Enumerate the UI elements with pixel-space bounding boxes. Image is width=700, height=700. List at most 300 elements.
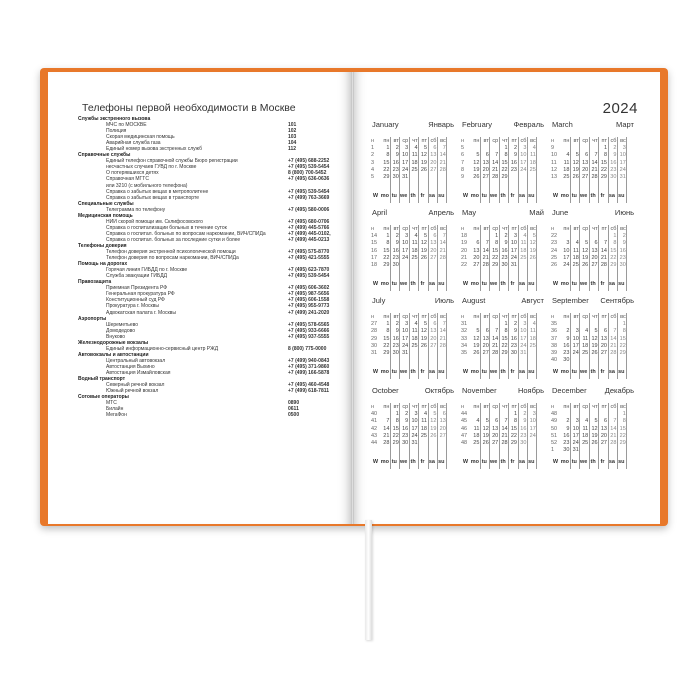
month-name-en: May [462,208,477,217]
weekday-footer: we [400,458,408,465]
weekday-header: пт [511,226,517,232]
calendar-day: 6 [476,240,480,247]
month-name-ru: Январь [428,120,454,129]
calendar-day: 19 [473,342,480,349]
weekday-header: н [371,138,375,144]
month-header [372,120,454,130]
weekday-footer: mo [560,192,570,199]
week-number: 8 [461,166,465,173]
calendar-day: 7 [386,418,390,425]
calendar-day: 21 [600,254,607,261]
week-number: 33 [461,335,468,342]
column-divider [608,225,609,291]
calendar-day: 23 [402,432,409,439]
column-divider [418,137,419,203]
calendar-day: 24 [510,254,517,261]
week-number: 4 [371,166,375,173]
calendar-day: 12 [529,240,536,247]
calendar-day: 16 [610,159,617,166]
calendar-day: 21 [610,432,617,439]
entry-label: Конституционный суд РФ [106,297,165,304]
calendar-day: 27 [430,254,437,261]
entry-phone-number: +7 (495) 371-9860 [288,363,330,370]
column-divider [598,313,599,379]
calendar-day: 18 [582,432,589,439]
calendar-day: 9 [613,152,617,159]
week-number: 30 [371,342,378,349]
week-number: 5 [371,174,375,180]
month-header [372,208,454,218]
entry-label: Шереметьево [106,321,139,328]
calendar-day: 14 [610,335,617,342]
calendar-day: 3 [405,321,409,328]
weekday-footer: su [528,368,535,375]
calendar-day: 16 [520,425,527,432]
entry-label: Полиция [106,128,127,135]
weekday-header: чт [412,314,418,320]
weekday-header: вт [483,404,489,410]
calendar-day: 29 [619,350,626,356]
column-divider [570,313,571,379]
calendar-day: 17 [402,247,409,254]
calendar-day: 14 [482,247,489,254]
week-number: 29 [371,335,378,342]
weekday-footer: we [400,368,408,375]
month-header [462,208,544,218]
calendar-day: 3 [405,145,409,152]
weekday-header: н [371,226,375,232]
week-number: 22 [461,262,468,268]
column-divider [446,313,447,379]
weekday-header: н [551,314,555,320]
calendar-day: 11 [530,328,536,335]
weekday-footer: mo [560,458,570,465]
weekday-header: чт [502,226,508,232]
month-day-grid [462,226,544,294]
entry-label: Аэропорты [78,315,107,322]
calendar-day: 11 [563,159,570,166]
weekday-header: пн [383,404,390,410]
entry-label: Справка о госпитал. больных по вопросам наркомании, ВИЧ/СПИДа [106,230,266,237]
weekday-header: н [461,404,465,410]
entry-phone-number: 101 [288,122,297,129]
entry-phone-number: 103 [288,134,297,141]
calendar-day: 24 [572,440,579,446]
calendar-day: 12 [473,335,480,342]
calendar-day: 14 [610,425,617,432]
column-divider [409,313,410,379]
calendar-day: 7 [504,418,508,425]
column-divider [409,225,410,291]
month-header [372,386,454,396]
calendar-day: 26 [473,350,480,356]
entry-phone-number: 112 [288,146,297,153]
weekday-header: вт [483,314,489,320]
week-number: 46 [461,425,468,432]
weekday-header: вт [573,226,579,232]
week-number: 32 [461,328,468,335]
month-name-ru: Май [529,208,544,217]
calendar-day: 7 [485,240,489,247]
weekday-footer: fr [600,280,605,287]
calendar-day: 7 [442,321,446,328]
calendar-day: 13 [600,335,607,342]
column-divider [428,403,429,469]
calendar-day: 22 [383,166,390,173]
column-divider [437,313,438,379]
weekday-footer: th [410,368,416,375]
week-number: 40 [371,411,378,418]
entry-phone-number: 8 (800) 775-0000 [288,345,327,352]
calendar-day: 15 [392,425,399,432]
calendar-day: 21 [439,247,446,254]
calendar-day: 21 [482,254,489,261]
weekday-header: вс [620,226,626,232]
weekday-header: пт [511,314,517,320]
entry-label: Водный транспорт [78,376,126,383]
calendar-day: 15 [383,247,390,254]
calendar-day: 21 [501,432,508,439]
calendar-day: 15 [510,425,517,432]
calendar-day: 22 [610,254,617,261]
calendar-day: 28 [610,440,617,446]
weekday-header: чт [412,404,418,410]
entry-phone-number: 102 [288,128,297,135]
calendar-day: 7 [495,152,499,159]
weekday-header: вт [573,314,579,320]
column-divider [527,137,528,203]
entry-phone-number: +7 (495) 937-5555 [288,333,330,340]
calendar-day: 9 [395,152,399,159]
calendar-day: 30 [563,357,570,364]
calendar-day: 25 [582,440,589,446]
calendar-day: 5 [532,233,536,240]
weekday-footer: th [410,458,416,465]
calendar-day: 20 [430,335,437,342]
column-divider [428,313,429,379]
calendar-day: 29 [510,440,517,446]
calendar-day: 29 [501,174,508,180]
calendar-day: 4 [423,411,427,418]
bookmark-ribbon [365,520,372,640]
weekday-footer: su [618,458,625,465]
weekday-header: чт [592,138,598,144]
weekday-header: вт [393,226,399,232]
calendar-day: 18 [420,425,427,432]
weekday-footer: tu [571,280,577,287]
calendar-day: 12 [420,152,427,159]
calendar-day: 27 [482,350,489,356]
calendar-day: 9 [395,240,399,247]
column-divider [598,225,599,291]
calendar-day: 1 [513,411,517,418]
calendar-day: 30 [510,350,517,356]
weekday-header: вт [393,138,399,144]
calendar-day: 10 [411,418,418,425]
week-number: 12 [551,166,558,173]
calendar-day: 27 [439,432,446,439]
calendar-day: 23 [510,342,517,349]
calendar-day: 6 [495,418,499,425]
column-divider [489,403,490,469]
weekday-header: вс [530,226,536,232]
weekday-footer: tu [391,368,397,375]
calendar-day: 14 [439,328,446,335]
calendar-day: 20 [439,425,446,432]
calendar-day: 14 [600,247,607,254]
entry-phone-number: +7 (495) 421-5555 [288,255,330,262]
column-divider [536,137,537,203]
week-number: 43 [371,432,378,439]
weekday-header: ср [582,404,589,410]
column-divider [418,313,419,379]
calendar-day: 19 [482,432,489,439]
week-number: 48 [461,440,468,446]
calendar-day: 19 [420,247,427,254]
entry-phone-number: +7 (495) 955-9773 [288,303,330,310]
weekday-footer: th [500,368,506,375]
column-divider [536,403,537,469]
weekday-footer: we [490,458,498,465]
calendar-day: 16 [392,335,399,342]
calendar-day: 1 [386,145,390,152]
calendar-day: 23 [392,254,399,261]
month-name-en: September [552,296,589,305]
week-number: 51 [551,432,558,439]
weekday-footer: fr [420,192,425,199]
weekday-header: сб [610,138,617,144]
calendar-day: 28 [492,350,499,356]
weekday-header: чт [502,404,508,410]
calendar-day: 13 [430,152,437,159]
calendar-day: 20 [430,159,437,166]
weekday-header: вс [620,314,626,320]
calendar-day: 2 [405,411,409,418]
calendar-day: 29 [383,174,390,180]
column-divider [399,137,400,203]
weekday-footer: mo [380,368,390,375]
weekday-header: вт [483,226,489,232]
calendar-day: 31 [402,174,409,180]
calendar-month [462,296,544,384]
calendar-day: 2 [613,145,617,152]
calendar-day: 19 [591,432,598,439]
entry-label: Автостанция Измайловская [106,369,171,376]
entry-label: Помощь на дорогах [78,261,128,268]
weekday-footer: su [618,368,625,375]
entry-label: несчастных случаев ГУВД по г. Москве [106,164,197,171]
column-divider [390,313,391,379]
calendar-day: 24 [520,342,527,349]
weekday-footer: sa [428,458,435,465]
calendar-day: 11 [582,335,589,342]
calendar-day: 3 [405,233,409,240]
calendar-day: 10 [520,328,527,335]
weekday-header: пн [473,404,480,410]
weekday-footer: th [500,192,506,199]
calendar-day: 30 [520,440,527,446]
calendar-day: 9 [513,152,517,159]
calendar-day: 19 [420,335,427,342]
weekday-footer: W [372,368,379,375]
month-header [552,296,634,306]
entry-phone-number: +7 (499) 940-0843 [288,357,330,364]
month-header [552,208,634,218]
calendar-day: 11 [530,152,536,159]
entry-phone-number: +7 (499) 241-2020 [288,309,330,316]
calendar-day: 6 [485,328,489,335]
week-number: 1 [551,447,555,454]
calendar-day: 9 [513,328,517,335]
directory-entry [78,412,340,418]
weekday-header: ср [582,138,589,144]
calendar-day: 1 [504,145,508,152]
column-divider [390,403,391,469]
calendar-day: 15 [383,335,390,342]
weekday-footer: mo [380,458,390,465]
weekday-footer: fr [510,458,515,465]
calendar-day: 14 [383,425,390,432]
weekday-header: вт [483,138,489,144]
calendar-day: 1 [504,321,508,328]
calendar-day: 10 [563,247,570,254]
weekday-footer: tu [391,192,397,199]
calendar-day: 4 [476,418,480,425]
calendar-day: 28 [439,166,446,173]
calendar-day: 26 [572,174,579,180]
calendar-day: 21 [439,159,446,166]
calendar-day: 30 [392,174,399,180]
weekday-footer: we [490,192,498,199]
calendar-day: 15 [619,425,626,432]
calendar-day: 22 [383,254,390,261]
column-divider [437,403,438,469]
weekday-footer: we [580,192,588,199]
month-name-en: June [552,208,569,217]
calendar-day: 12 [582,247,589,254]
calendar-day: 7 [594,152,598,159]
weekday-footer: tu [481,458,487,465]
entry-phone-number: +7 (495) 460-4548 [288,382,330,389]
weekday-header: сб [610,404,617,410]
calendar-month [462,208,544,296]
weekday-footer: W [552,458,559,465]
calendar-day: 20 [582,166,589,173]
weekday-footer: we [490,280,498,287]
calendar-day: 10 [520,152,527,159]
calendar-day: 10 [572,335,579,342]
week-number: 28 [371,328,378,335]
weekday-header: пн [563,226,570,232]
calendar-day: 29 [600,174,607,180]
week-number: 38 [551,342,558,349]
calendar-day: 5 [485,418,489,425]
weekday-footer: we [490,368,498,375]
weekday-footer: sa [518,192,525,199]
weekday-footer: fr [510,280,515,287]
weekday-header: сб [520,404,527,410]
month-name-ru: Август [521,296,544,305]
calendar-day: 16 [619,247,626,254]
month-day-grid [552,404,634,472]
weekday-header: н [371,314,375,320]
weekday-footer: W [552,192,559,199]
month-day-grid [552,314,634,382]
weekday-footer: th [590,368,596,375]
calendar-day: 5 [423,233,427,240]
weekday-footer: W [372,280,379,287]
week-number: 42 [371,425,378,432]
week-number: 5 [461,145,465,152]
weekday-footer: th [500,280,506,287]
calendar-day: 25 [582,350,589,356]
month-day-grid [372,404,454,472]
entry-label: Сотовые операторы [78,394,129,401]
weekday-footer: sa [518,280,525,287]
calendar-day: 3 [513,233,517,240]
calendar-day: 5 [433,411,437,418]
weekday-header: пт [421,226,427,232]
column-divider [536,313,537,379]
week-number: 1 [371,145,375,152]
weekday-footer: W [552,280,559,287]
calendar-day: 28 [439,254,446,261]
calendar-day: 18 [529,159,536,166]
weekday-header: вс [440,404,446,410]
calendar-day: 8 [622,418,626,425]
calendar-day: 27 [492,440,499,446]
calendar-day: 27 [600,350,607,356]
calendar-day: 24 [402,254,409,261]
weekday-footer: tu [571,458,577,465]
weekday-header: сб [430,226,437,232]
weekday-header: чт [592,226,598,232]
calendar-day: 16 [402,425,409,432]
week-number: 9 [551,145,555,152]
column-divider [480,403,481,469]
column-divider [418,403,419,469]
weekday-header: н [461,226,465,232]
entry-phone-number: +7 (499) 445-0213 [288,236,330,243]
entry-phone-number: +7 (495) 539-5454 [288,273,330,280]
calendar-day: 21 [591,166,598,173]
entry-phone-number: 0500 [288,412,300,419]
calendar-day: 8 [622,328,626,335]
left-page [48,72,351,524]
calendar-day: 20 [591,254,598,261]
entry-phone-number: +7 (495) 575-8770 [288,249,330,256]
calendar-day: 7 [442,233,446,240]
entry-label: Единый телефон справочной службы Бюро регистрации [106,158,238,165]
column-divider [418,225,419,291]
calendar-day: 18 [572,254,579,261]
column-divider [399,225,400,291]
column-divider [499,313,500,379]
calendar-month [552,208,634,296]
column-divider [518,225,519,291]
weekday-footer: mo [560,368,570,375]
calendar-day: 5 [594,328,598,335]
calendar-day: 11 [473,425,480,432]
calendar-day: 24 [529,432,536,439]
weekday-header: пн [473,138,480,144]
entry-label: Телефон доверия экстренной психологической помощи [106,249,236,256]
calendar-day: 27 [600,440,607,446]
calendar-day: 16 [510,159,517,166]
calendar-day: 13 [591,247,598,254]
column-divider [579,403,580,469]
calendar-day: 6 [585,152,589,159]
